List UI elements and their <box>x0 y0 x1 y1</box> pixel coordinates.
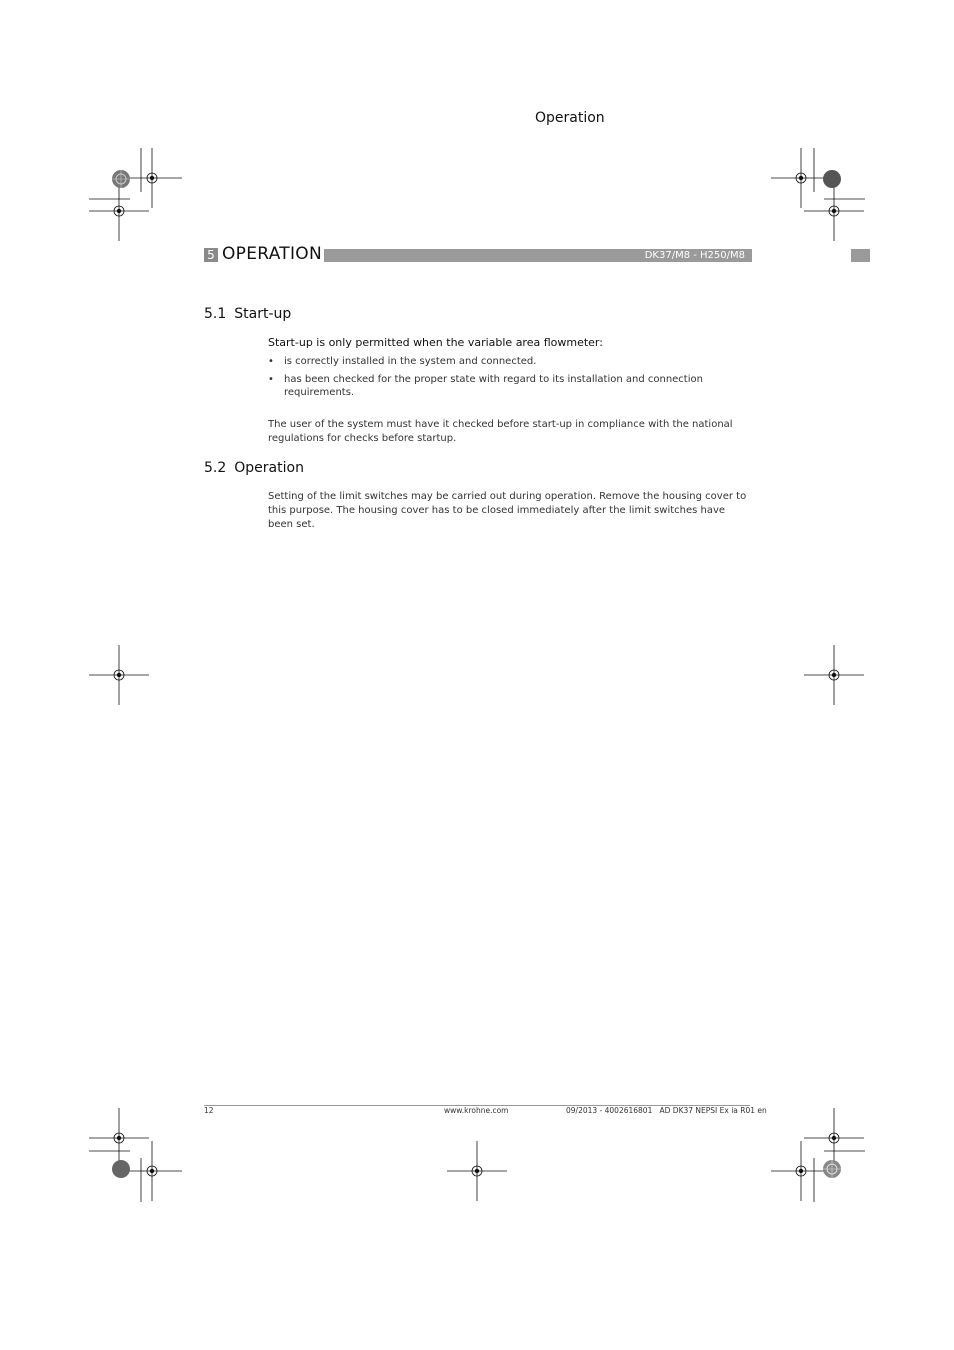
document-id: DK37/M8 - H250/M8 <box>644 250 745 261</box>
footer-website: www.krohne.com <box>444 1106 509 1115</box>
section-title: Start-up <box>234 306 292 322</box>
section-heading-operation <box>204 460 304 476</box>
start-up-paragraph: The user of the system must have it checked before start-up in compliance with the national regulations for checks before startup. <box>268 419 733 444</box>
section-heading-start-up <box>204 306 291 322</box>
crosshair-mark-bottom-right-2 <box>804 1108 864 1168</box>
section-number: 5.2 <box>204 460 227 476</box>
color-target-top-right <box>823 170 841 188</box>
color-target-bottom-right <box>823 1160 841 1178</box>
crosshair-mark-mid-right <box>804 645 864 705</box>
crosshair-mark-bottom-right-1 <box>771 1141 831 1201</box>
list-item-text: has been checked for the proper state with regard to its installation and connection requirements. <box>284 373 703 398</box>
crosshair-mark-top-right-1 <box>771 148 831 208</box>
chapter-title: OPERATION <box>222 244 323 264</box>
start-up-lead-text: Start-up is only permitted when the variable area flowmeter: <box>268 336 603 349</box>
crosshair-mark-top-left-2 <box>89 181 149 241</box>
crosshair-mark-top-left-1 <box>122 148 182 208</box>
list-item-text: is correctly installed in the system and connected. <box>284 356 537 367</box>
chapter-number-badge: 5 <box>204 248 218 262</box>
list-item <box>268 355 758 369</box>
chapter-header-bar <box>324 249 752 262</box>
running-title: Operation <box>535 110 605 126</box>
crosshair-mark-mid-left <box>89 645 149 705</box>
page-number: 12 <box>204 1106 214 1115</box>
bullet-icon: • <box>268 373 274 385</box>
operation-paragraph: Setting of the limit switches may be carried out during operation. Remove the housing cover to this purpose. The housing cover has to be closed immediately after the limit switches have been set. <box>268 491 747 530</box>
color-target-top-left <box>112 170 130 188</box>
section-number: 5.1 <box>204 306 227 322</box>
crosshair-mark-bottom-center <box>447 1141 507 1201</box>
crosshair-mark-bottom-left-1 <box>89 1108 149 1168</box>
footer-doc-code: 09/2013 - 4002616801 AD DK37 NEPSI Ex ia R01 en <box>566 1106 767 1115</box>
bullet-icon: • <box>268 356 274 367</box>
crosshair-mark-top-right-2 <box>804 181 864 241</box>
side-tab-marker <box>851 249 870 262</box>
crosshair-mark-bottom-left-2 <box>122 1141 182 1201</box>
list-item <box>268 373 758 400</box>
start-up-bullet-list <box>268 355 758 404</box>
section-title: Operation <box>234 460 304 476</box>
color-target-bottom-left <box>112 1160 130 1178</box>
